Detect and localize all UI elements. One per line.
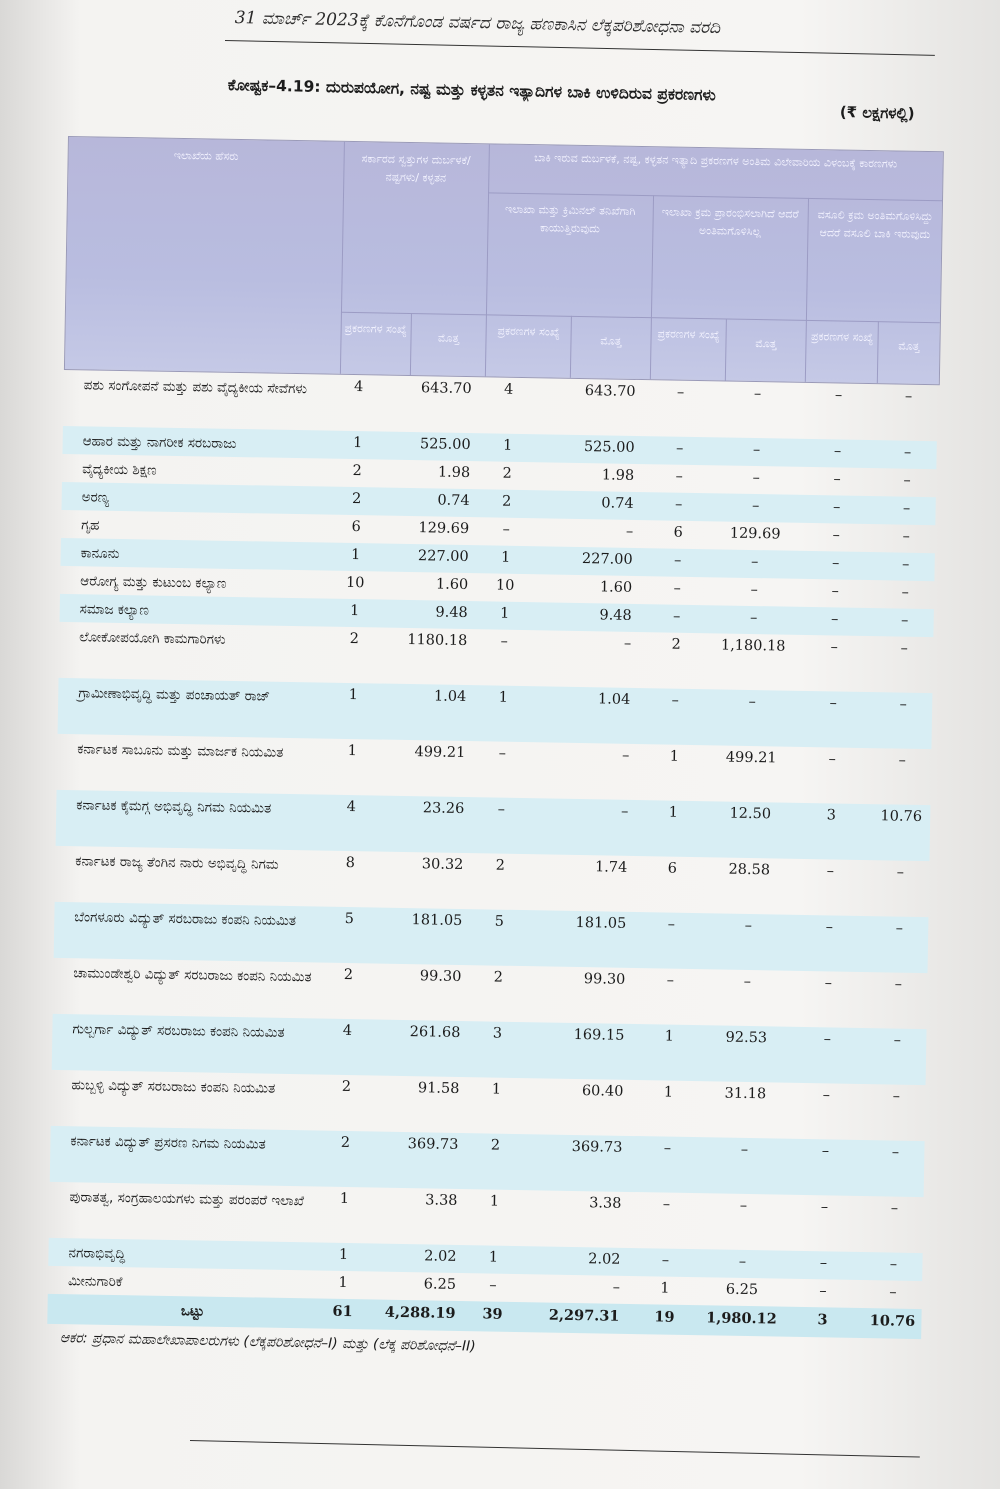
cell-amount: –: [612, 1279, 621, 1296]
cell-amount: 2,297.31: [548, 1306, 620, 1325]
cell-cases: –: [663, 1140, 672, 1157]
cell-cases: 6: [673, 524, 683, 541]
cell-cases: 10: [345, 574, 365, 592]
cell-cases: 2: [493, 969, 504, 986]
cell-amount: 0.74: [437, 492, 470, 510]
cell-amount: 6.25: [423, 1276, 457, 1293]
dept-name: ವೈದ್ಯಕೀಯ ಶಿಕ್ಷಣ: [82, 461, 157, 479]
cell-cases: 8: [345, 854, 356, 872]
cell-amount: –: [744, 917, 753, 935]
dept-name: ಆಹಾರ ಮತ್ತು ನಾಗರೀಕ ಸರಬರಾಜು: [82, 433, 237, 452]
cell-cases: –: [497, 801, 506, 818]
cell-cases: 19: [654, 1308, 675, 1326]
cell-cases: –: [489, 1277, 497, 1294]
cell-cases: 61: [332, 1302, 353, 1321]
cell-cases: 1: [500, 549, 511, 566]
dept-name: ಗ್ರಾಮೀಣಾಭಿವೃದ್ಧಿ ಮತ್ತು ಪಂಚಾಯತ್ ರಾಜ್: [78, 685, 271, 705]
cell-amount: –: [892, 1088, 901, 1105]
cell-cases: 1: [352, 435, 363, 452]
cell-amount: 169.15: [573, 1026, 625, 1044]
dept-name: ಹುಬ್ಬಳ್ಳಿ ವಿದ್ಯುತ್ ಸರಬರಾಜು ಕಂಪನಿ ನಿಯಮಿತ: [71, 1077, 276, 1097]
dept-name: ಮೀನುಗಾರಿಕೆ: [67, 1273, 123, 1291]
cell-amount: –: [890, 1200, 899, 1217]
cell-amount: –: [899, 696, 907, 713]
cell-cases: –: [822, 1087, 831, 1104]
cell-amount: –: [889, 1256, 898, 1273]
dept-name: ನಗರಾಭಿವೃದ್ಧಿ: [68, 1245, 126, 1263]
cell-amount: –: [738, 1253, 747, 1271]
dept-name: ಬೆಂಗಳೂರು ವಿದ್ಯುತ್ ಸರಬರಾಜು ಕಂಪನಿ ನಿಯಮಿತ: [74, 909, 297, 930]
cell-amount: –: [894, 976, 903, 993]
cell-amount: 2.02: [424, 1248, 457, 1265]
cell-cases: 1: [349, 602, 360, 620]
dept-name: ಗುಲ್ಬರ್ಗಾ ವಿದ್ಯುತ್ ಸರಬರಾಜು ಕಂಪನಿ ನಿಯಮಿತ: [72, 1021, 285, 1041]
cell-amount: 499.21: [414, 744, 466, 762]
cell-amount: 227.00: [581, 551, 633, 568]
header-grid-line: [805, 198, 809, 382]
cell-cases: –: [675, 468, 683, 485]
data-table: [47, 136, 944, 1339]
cell-cases: 1: [660, 1280, 670, 1297]
cell-cases: 3: [826, 807, 837, 824]
cell-amount: –: [900, 612, 909, 629]
cell-cases: –: [675, 440, 684, 457]
cell-cases: 1: [338, 1274, 348, 1292]
cell-cases: –: [662, 1196, 671, 1213]
cell-amount: –: [898, 752, 906, 769]
table-header: [64, 136, 944, 385]
cell-amount: 525.00: [583, 439, 635, 456]
cell-amount: –: [750, 581, 758, 599]
cell-amount: –: [751, 497, 760, 515]
cell-amount: –: [901, 556, 910, 573]
cell-cases: –: [825, 919, 834, 936]
header-sub-action-initiated: ಇಲಾಖಾ ಕ್ರಮ ಪ್ರಾರಂಭಿಸಲಾಗಿದೆ ಆದರೆ ಅಂತಿಮಗೊಳಿಸಿಲ್ಲ: [661, 205, 799, 239]
cell-cases: –: [830, 639, 838, 656]
cell-amount: –: [749, 609, 758, 627]
cell-cases: –: [667, 916, 676, 933]
cell-cases: –: [824, 975, 833, 992]
header-amount: ಮೊತ್ತ: [600, 334, 622, 348]
cell-amount: 99.30: [583, 971, 626, 988]
cell-amount: 92.53: [725, 1029, 768, 1047]
cell-amount: –: [743, 973, 752, 991]
cell-amount: 9.48: [435, 604, 468, 622]
cell-cases: 2: [341, 1078, 352, 1096]
cell-amount: –: [620, 803, 629, 820]
cell-amount: 369.73: [407, 1136, 459, 1153]
cell-amount: –: [740, 1141, 749, 1159]
cell-cases: 1: [348, 686, 359, 704]
cell-cases: –: [834, 387, 843, 404]
cell-amount: 12.50: [729, 805, 772, 823]
cell-amount: 181.05: [575, 914, 627, 932]
header-grid-line: [570, 316, 572, 378]
cell-cases: 4: [346, 798, 357, 816]
cell-amount: 9.48: [599, 607, 632, 624]
cell-cases: 2: [495, 857, 506, 874]
dept-name: ಆರೋಗ್ಯ ಮತ್ತು ಕುಟುಂಬ ಕಲ್ಯಾಣ: [80, 573, 227, 592]
cell-cases: –: [673, 580, 681, 597]
cell-amount: 1.04: [597, 691, 631, 708]
cell-cases: –: [672, 608, 681, 625]
cell-cases: 2: [340, 1134, 351, 1152]
cell-cases: 1: [669, 748, 680, 765]
cell-cases: 1: [502, 437, 513, 454]
cell-amount: 10.76: [880, 808, 923, 826]
cell-cases: –: [832, 527, 840, 544]
cell-cases: –: [498, 745, 507, 762]
cell-amount: –: [752, 469, 760, 487]
cell-cases: –: [671, 692, 680, 709]
cell-cases: 4: [503, 381, 514, 398]
cell-cases: 2: [502, 465, 512, 482]
cell-cases: –: [833, 443, 842, 460]
cell-amount: –: [623, 635, 632, 652]
cell-cases: –: [674, 496, 683, 513]
header-grid-line: [650, 195, 654, 379]
cell-amount: 129.69: [418, 520, 470, 538]
cell-amount: 1.60: [599, 579, 633, 596]
dept-name: ಚಾಮುಂಡೇಶ್ವರಿ ವಿದ್ಯುತ್ ಸರಬರಾಜು ಕಂಪನಿ ನಿಯಮಿತ: [73, 965, 312, 986]
cell-amount: 30.32: [421, 856, 464, 874]
cell-cases: –: [832, 499, 841, 516]
cell-amount: –: [748, 693, 756, 711]
cell-amount: –: [902, 500, 911, 517]
cell-amount: 1180.18: [407, 631, 468, 650]
cell-amount: 6.25: [725, 1281, 759, 1299]
dept-name: ಸಮಾಜ ಕಲ್ಯಾಣ: [79, 601, 150, 619]
cell-amount: –: [904, 388, 913, 405]
header-dept: ಇಲಾಖೆಯ ಹೆಸರು: [173, 148, 239, 163]
cell-cases: 39: [482, 1305, 503, 1323]
cell-cases: –: [500, 633, 509, 650]
header-grid-line: [340, 142, 345, 374]
cell-cases: 1: [489, 1193, 500, 1210]
cell-amount: –: [902, 528, 910, 545]
cell-cases: 2: [352, 463, 362, 480]
cell-cases: 2: [351, 491, 362, 508]
header-sub-investigation: ಇಲಾಖಾ ಮತ್ತು ಕ್ರಿಮಿನಲ್ ತನಿಖೆಗಾಗಿ ಕಾಯುತ್ತಿರುವುದು: [504, 202, 636, 236]
cell-amount: 10.76: [869, 1312, 916, 1330]
cell-amount: 1.60: [435, 576, 469, 594]
cell-cases: –: [831, 555, 840, 572]
source-note: ಆಕರ: ಪ್ರಧಾನ ಮಹಾಲೇಖಾಪಾಲರುಗಳು (ಲೆಕ್ಕಪರಿಶೋಧನೆ–I) ಮತ್ತು (ಲೆಕ್ಕ ಪರಿಶೋಧನೆ–II): [59, 1330, 476, 1355]
cell-cases: 5: [344, 910, 355, 928]
cell-cases: 1: [350, 547, 361, 564]
cell-cases: 1: [499, 605, 510, 622]
header-sub-recovery-pending: ವಸೂಲಿ ಕ್ರಮ ಅಂತಿಮಗೊಳಿಸಿದ್ದು ಆದರೆ ವಸೂಲಿ ಬಾಕಿ ಇರುವುದು: [817, 208, 933, 242]
table-body: [47, 370, 938, 1339]
header-govt-loss: ಸರ್ಕಾರದ ಸ್ವತ್ತುಗಳ ದುರ್ಬಳಕೆ/ನಷ್ಟಗಳು/ ಕಳ್ಳತನ: [361, 152, 471, 185]
cell-amount: 1.04: [433, 688, 467, 706]
cell-amount: –: [891, 1144, 900, 1161]
dept-name: ಕರ್ನಾಟಕ ಸಾಬೂನು ಮತ್ತು ಮಾರ್ಜಕ ನಿಯಮಿತ: [77, 741, 284, 761]
cell-amount: 3.38: [425, 1192, 458, 1209]
cell-amount: 499.21: [725, 749, 777, 767]
cell-amount: 643.70: [584, 383, 636, 400]
cell-cases: –: [673, 552, 682, 569]
cell-cases: 1: [491, 1081, 502, 1098]
cell-cases: 2: [349, 630, 360, 648]
cell-cases: 3: [817, 1311, 828, 1329]
header-amount: ಮೊತ್ತ: [755, 337, 777, 351]
dept-name: ಕರ್ನಾಟಕ ರಾಜ್ಯ ತೆಂಗಿನ ನಾರು ಅಭಿವೃದ್ಧಿ ನಿಗಮ: [75, 853, 279, 873]
cell-amount: 28.58: [728, 861, 771, 879]
cell-cases: 2: [501, 493, 512, 510]
cell-cases: –: [819, 1283, 827, 1300]
cell-cases: 2: [343, 966, 354, 984]
cell-amount: –: [903, 444, 912, 461]
dept-name: ಕಾನೂನು: [80, 545, 120, 562]
footer-rule: [190, 1440, 920, 1458]
unit-label: (₹ ಲಕ್ಷಗಳಲ್ಲಿ): [839, 103, 915, 123]
cell-amount: 0.74: [601, 495, 634, 512]
cell-amount: 129.69: [729, 525, 781, 543]
cell-amount: 60.40: [581, 1083, 624, 1100]
cell-amount: 1,980.12: [705, 1309, 777, 1328]
cell-amount: 31.18: [724, 1085, 767, 1103]
cell-amount: –: [625, 523, 634, 540]
cell-cases: –: [826, 863, 835, 880]
cell-amount: 1.74: [594, 859, 628, 876]
dept-name: ಗೃಹ: [81, 517, 100, 534]
header-cases: ಪ್ರಕರಣಗಳ ಸಂಖ್ಯೆ: [497, 324, 560, 339]
cell-cases: 6: [667, 860, 678, 877]
cell-cases: 2: [490, 1137, 501, 1154]
cell-cases: 4: [353, 379, 364, 396]
dept-name: ಪಶು ಸಂಗೋಪನೆ ಮತ್ತು ಪಶು ವೈದ್ಯಕೀಯ ಸೇವೆಗಳು: [83, 377, 308, 398]
dept-name: ಕರ್ನಾಟಕ ಕೈಮಗ್ಗ ಅಭಿವೃದ್ಧಿ ನಿಗಮ ನಿಯಮಿತ: [76, 797, 272, 817]
cell-cases: –: [676, 384, 685, 401]
cell-cases: 1: [668, 804, 679, 821]
header-cases: ಪ್ರಕರಣಗಳ ಸಂಖ್ಯೆ: [344, 321, 407, 336]
cell-amount: –: [752, 442, 761, 459]
cell-amount: –: [739, 1197, 748, 1215]
cell-cases: –: [828, 751, 837, 768]
header-cases: ಪ್ರಕರಣಗಳ ಸಂಖ್ಯೆ: [657, 327, 720, 342]
cell-amount: 1.98: [437, 464, 471, 482]
header-amount: ಮೊತ್ತ: [437, 331, 460, 345]
running-head: 31 ಮಾರ್ಚ್ 2023ಕ್ಕೆ ಕೊನೆಗೊಂಡ ವರ್ಷದ ರಾಜ್ಯ ಹಣಕಾಸಿನ ಲೆಕ್ಕಪರಿಶೋಧನಾ ವರದಿ: [234, 8, 721, 39]
cell-amount: –: [893, 1032, 902, 1049]
cell-amount: 3.38: [589, 1195, 622, 1212]
cell-amount: 369.73: [571, 1138, 623, 1156]
cell-amount: 4,288.19: [384, 1303, 456, 1322]
table-title: ಕೋಷ್ಟಕ–4.19: ದುರುಪಯೋಗ, ನಷ್ಟ ಮತ್ತು ಕಳ್ಳತನ ಇತ್ಯಾದಿಗಳ ಬಾಕಿ ಉಳಿದಿರುವ ಪ್ರಕರಣಗಳು: [227, 76, 717, 105]
cell-amount: –: [750, 553, 759, 571]
dept-name: ಅರಣ್ಯ: [81, 489, 110, 506]
cell-cases: –: [829, 695, 837, 712]
header-grid-line: [725, 319, 727, 381]
header-cases: ಪ್ರಕರಣಗಳ ಸಂಖ್ಯೆ: [810, 329, 874, 345]
cell-cases: 1: [338, 1246, 349, 1264]
cell-cases: –: [502, 521, 510, 538]
cell-amount: 99.30: [419, 968, 462, 985]
cell-amount: –: [895, 920, 904, 937]
cell-amount: 643.70: [420, 380, 472, 398]
header-pending-group: ಬಾಕಿ ಇರುವ ದುರ್ಬಳಕೆ, ನಷ್ಟ, ಕಳ್ಳತನ ಇತ್ಯಾದಿ ಪ್ರಕರಣಗಳ ಅಂತಿಮ ವಿಲೇವಾರಿಯ ವಿಳಂಬಕ್ಕೆ ಕಾರಣಗಳು: [534, 151, 898, 171]
cell-cases: 4: [342, 1022, 353, 1040]
cell-cases: –: [661, 1252, 670, 1269]
header-grid-line: [485, 144, 490, 376]
dept-name: ಲೋಕೋಪಯೋಗಿ ಕಾಮಗಾರಿಗಳು: [79, 629, 226, 648]
cell-amount: 525.00: [419, 436, 471, 454]
cell-cases: 2: [671, 636, 681, 653]
cell-amount: –: [889, 1284, 897, 1301]
cell-cases: –: [821, 1143, 830, 1160]
cell-cases: –: [666, 972, 675, 989]
cell-cases: 3: [492, 1025, 503, 1042]
cell-cases: –: [823, 1031, 832, 1048]
cell-cases: 5: [494, 913, 505, 930]
cell-amount: –: [753, 386, 762, 403]
header-grid-line: [488, 192, 942, 201]
cell-amount: –: [901, 584, 909, 601]
cell-cases: 1: [663, 1084, 674, 1101]
dept-name: ಪುರಾತತ್ವ, ಸಂಗ್ರಹಾಲಯಗಳು ಮತ್ತು ಪರಂಪರೆ ಇಲಾಖೆ: [69, 1189, 305, 1210]
cell-amount: –: [896, 864, 905, 881]
cell-cases: 1: [347, 742, 358, 760]
total-label: ಒಟ್ಟು: [180, 1303, 205, 1320]
cell-amount: 227.00: [417, 548, 469, 566]
header-amount: ಮೊತ್ತ: [898, 339, 920, 353]
cell-amount: 261.68: [409, 1024, 461, 1041]
cell-cases: –: [831, 583, 839, 600]
header-grid-line: [877, 321, 879, 383]
cell-amount: 23.26: [422, 800, 465, 818]
cell-amount: 91.58: [417, 1080, 460, 1097]
cell-amount: –: [621, 747, 630, 764]
cell-cases: –: [833, 471, 841, 488]
cell-cases: –: [819, 1255, 828, 1272]
cell-amount: –: [900, 640, 908, 657]
cell-cases: 1: [339, 1190, 350, 1208]
cell-cases: 1: [498, 689, 509, 706]
header-grid-line: [341, 312, 940, 323]
cell-cases: 6: [351, 519, 361, 536]
cell-cases: 1: [488, 1249, 499, 1266]
cell-cases: 10: [495, 577, 515, 594]
cell-cases: –: [820, 1199, 829, 1216]
cell-amount: 1,180.18: [720, 637, 786, 655]
cell-amount: –: [903, 472, 911, 489]
dept-name: ಕರ್ನಾಟಕ ವಿದ್ಯುತ್ ಪ್ರಸರಣ ನಿಗಮ ನಿಯಮಿತ: [70, 1133, 266, 1153]
cell-cases: 1: [664, 1028, 675, 1045]
cell-amount: 1.98: [601, 467, 635, 484]
header-grid-line: [410, 313, 412, 375]
cell-amount: 181.05: [411, 912, 463, 930]
cell-cases: –: [830, 611, 839, 628]
cell-amount: 2.02: [588, 1251, 621, 1268]
